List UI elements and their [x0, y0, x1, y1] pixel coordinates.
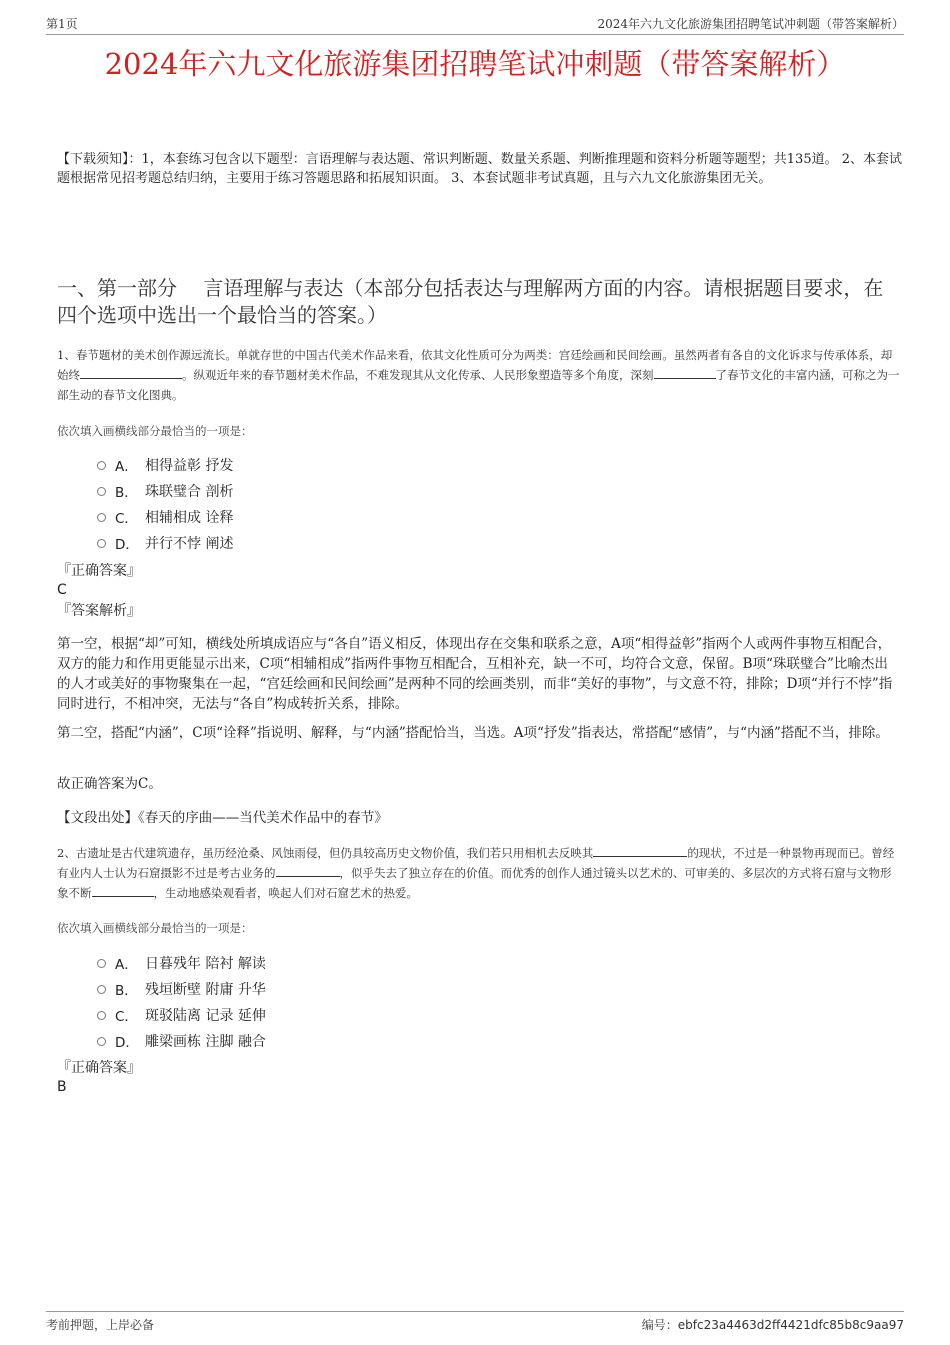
- q2-answer: B: [57, 1079, 67, 1095]
- q2-option-a[interactable]: A． 日暮残年 陪衬 解读: [97, 950, 266, 976]
- serial-label: 编号：: [641, 1318, 678, 1332]
- radio-icon[interactable]: [97, 959, 106, 968]
- q1-answer: C: [57, 582, 67, 598]
- footer-slogan: 考前押题，上岸必备: [46, 1318, 155, 1332]
- q1-analysis-paragraph-3: 故正确答案为C。: [57, 776, 162, 792]
- radio-icon[interactable]: [97, 1011, 106, 1020]
- question-1-text: [57, 345, 900, 405]
- page-header: [46, 12, 904, 35]
- radio-icon[interactable]: [97, 513, 106, 522]
- q1-text-part2: 。纵观近年来的春节题材美术作品，不难发现其从文化传承、人民形象塑造等多个角度，深刻: [182, 368, 654, 382]
- footer-serial: [642, 1316, 904, 1333]
- q1-option-b[interactable]: B． 珠联璧合 剖析: [97, 478, 233, 504]
- q1-option-d[interactable]: D． 并行不悖 阐述: [97, 530, 233, 556]
- q2-prompt: 依次填入画横线部分最恰当的一项是：: [57, 921, 253, 935]
- q1-text-part1: 1、春节题材的美术创作源远流长。单就存世的中国古代美术作品来看，依其文化性质可分为两类：宫廷绘画和民间绘画。虽然两者有各自的文化诉求与传承体系，却始终: [57, 348, 893, 382]
- q1-option-c[interactable]: C． 相辅相成 诠释: [97, 504, 233, 530]
- q1-analysis-paragraph-1: 第一空，根据“却”可知，横线处所填成语应与“各自”语义相反，体现出存在交集和联系之意，A项“相得益彰”指两个人或两件事物互相配合，双方的能力和作用更能显示出来，C项“相辅相成”指两件事物互相配合，互相补充，缺一不可，均符合文意，保留。B项“珠联璧合”比喻杰出的人才或美好的事物聚集在一起，“宫廷绘画和民间绘画”是两种不同的绘画类别，而非“美好的事物”，与文意不符，排除；D项“并行不悖”指同时进行，不相冲突，无法与“各自”构成转折关系，排除。: [57, 636, 893, 712]
- radio-icon[interactable]: [97, 487, 106, 496]
- q2-text-part2: 的现状，不过是一种景物再现而已。曾经有业内人士认为石窟摄影不过是考古业务的: [57, 846, 895, 880]
- q1-answer-label: 『正确答案』: [57, 563, 141, 579]
- q2-text-part3: ，似乎失去了独立存在的价值。而优秀的创作人通过镜头以艺术的、可审美的、多层次的方式将石窟与文物形象不断: [57, 866, 892, 900]
- q2-options: [97, 950, 266, 1054]
- q2-blank-3: [92, 885, 154, 897]
- download-notice: 【下载须知】：1，本套练习包含以下题型：言语理解与表达题、常识判断题、数量关系题、判断推理题和资料分析题等题型；共135道。 2、本套试题根据常见招考题总结归纳，主要用于练习答题思路和拓展知识面。 3、本套试题非考试真题，且与六九文化旅游集团无关。: [57, 152, 902, 186]
- q1-analysis-paragraph-2: 第二空，搭配“内涵”，C项“诠释”指说明、解释，与“内涵”搭配恰当，当选。A项“抒发”指表达，常搭配“感情”，与“内涵”搭配不当，排除。: [57, 725, 889, 741]
- q2-answer-label: 『正确答案』: [57, 1060, 141, 1076]
- q2-text-part4: ，生动地感染观看者，唤起人们对石窟艺术的热爱。: [153, 886, 418, 900]
- serial-number: ebfc23a4463d2ff4421dfc85b8c9aa97: [677, 1318, 904, 1332]
- q1-source: 【文段出处】《春天的序曲——当代美术作品中的春节》: [57, 810, 388, 826]
- radio-icon[interactable]: [97, 985, 106, 994]
- q2-blank-2: [276, 865, 340, 877]
- q1-prompt: 依次填入画横线部分最恰当的一项是：: [57, 424, 253, 438]
- radio-icon[interactable]: [97, 461, 106, 470]
- q1-option-a[interactable]: A． 相得益彰 抒发: [97, 452, 233, 478]
- document-title: 2024年六九文化旅游集团招聘笔试冲刺题（带答案解析）: [104, 47, 846, 81]
- page-footer: [46, 1311, 904, 1332]
- q2-option-b[interactable]: B． 残垣断壁 附庸 升华: [97, 976, 266, 1002]
- section-title: 一、第一部分 言语理解与表达（本部分包括表达与理解两方面的内容。请根据题目要求，在四个选项中选出一个最恰当的答案。）: [57, 276, 884, 327]
- q1-blank-1: [80, 367, 182, 379]
- q2-blank-1: [593, 845, 687, 857]
- q2-text-part1: 2、古遗址是古代建筑遗存，虽历经沧桑、风蚀雨侵，但仍具较高历史文物价值，我们若只用相机去反映其: [57, 846, 594, 860]
- q1-blank-2: [654, 367, 716, 379]
- q1-options: [97, 452, 233, 556]
- q2-option-c[interactable]: C． 斑驳陆离 记录 延伸: [97, 1002, 266, 1028]
- header-doc-name: 2024年六九文化旅游集团招聘笔试冲刺题（带答案解析）: [597, 17, 904, 31]
- radio-icon[interactable]: [97, 539, 106, 548]
- q1-analysis-label: 『答案解析』: [57, 603, 141, 619]
- page-number: 第1页: [46, 17, 78, 31]
- question-2-text: [57, 843, 900, 903]
- q1-text-part3: 了春节文化的丰富内涵，可称之为一部生动的春节文化图典。: [57, 368, 900, 402]
- q2-option-d[interactable]: D． 雕梁画栋 注脚 融合: [97, 1028, 266, 1054]
- radio-icon[interactable]: [97, 1037, 106, 1046]
